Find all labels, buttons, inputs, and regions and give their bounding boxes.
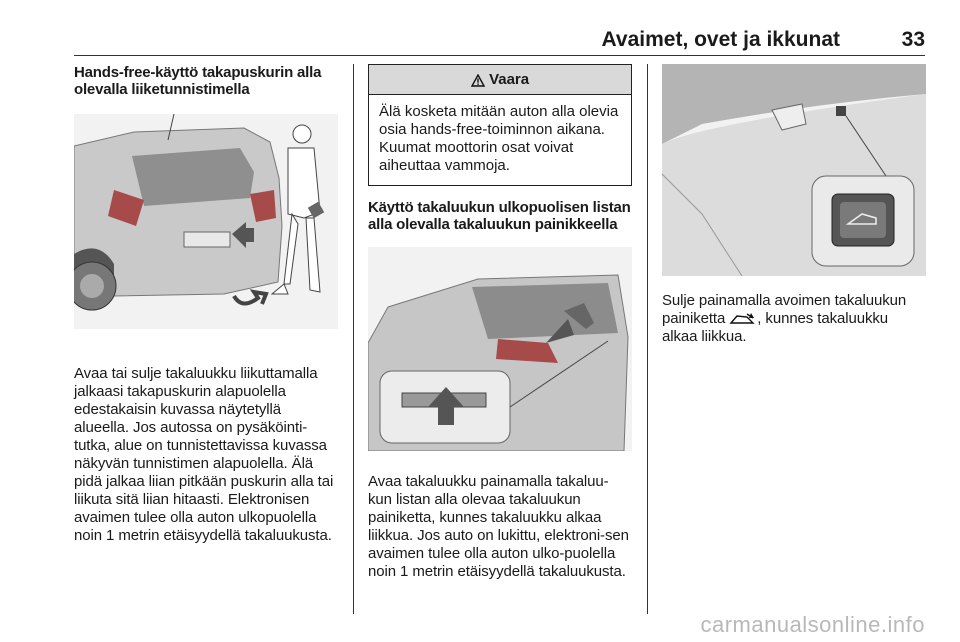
body-text-before-icon: Sulje painamalla avoimen takaluukun painiketta — [662, 292, 907, 327]
warning-title: Vaara — [489, 71, 530, 88]
illustration-tailgate-close-button — [662, 64, 926, 276]
section-heading-tailgate-button: Käyttö takaluukun ulkopuolisen listan alla olevalla takaluukun painikkeella — [368, 199, 631, 233]
warning-triangle-icon — [471, 74, 485, 87]
illustration-hands-free-tailgate — [74, 114, 338, 329]
column-2 — [368, 64, 632, 581]
column-divider — [647, 64, 648, 614]
warning-header — [369, 65, 631, 95]
body-text-tailgate-button: Avaa takaluukku painamalla takaluu-kun listan alla olevaa takaluukun painiketta, kunnes takaluukku alkaa liikkua. Jos auto on lukittu, elektroni-sen avaimen tulee olla auton ulko-puolella noin 1 metrin etäisyydellä takaluukusta. — [368, 473, 629, 580]
column-3 — [662, 64, 926, 346]
body-text-hands-free: Avaa tai sulje takaluukku liikuttamalla jalkaasi takapuskurin alapuolella edestakaisin kuvassa näytetyllä alueella. Jos autossa on pysäköinti-tutka, alue on tunnistettavissa kuvassa näkyvän tunnistimen alapuolella. Älä pidä jalkaa liian pitkään puskurin alla tai liikuta sitä liian hitaasti. Elektronisen avaimen tulee olla auton ulkopuolella noin 1 metrin etäisyydellä takaluukusta. — [74, 365, 334, 544]
watermark: carmanualsonline.info — [700, 612, 925, 637]
section-heading-hands-free: Hands-free-käyttö takapuskurin alla olevalla liiketunnistimella — [74, 64, 322, 98]
body-text-close-tailgate — [662, 292, 926, 346]
column-1 — [74, 64, 338, 545]
column-divider — [353, 64, 354, 614]
illustration-tailgate-button — [368, 247, 632, 451]
page-number: 33 — [901, 28, 925, 51]
body-text-after-icon: , kunnes takaluukku alkaa liikkua. — [662, 310, 888, 345]
tailgate-close-icon — [729, 312, 757, 326]
warning-box — [368, 64, 632, 186]
header-rule — [74, 55, 925, 56]
header-title: Avaimet, ovet ja ikkunat — [601, 28, 840, 51]
warning-text: Älä kosketa mitään auton alla olevia osia hands-free-toiminnon aikana. Kuumat moottorin osat voivat aiheuttaa vammoja. — [379, 103, 619, 174]
